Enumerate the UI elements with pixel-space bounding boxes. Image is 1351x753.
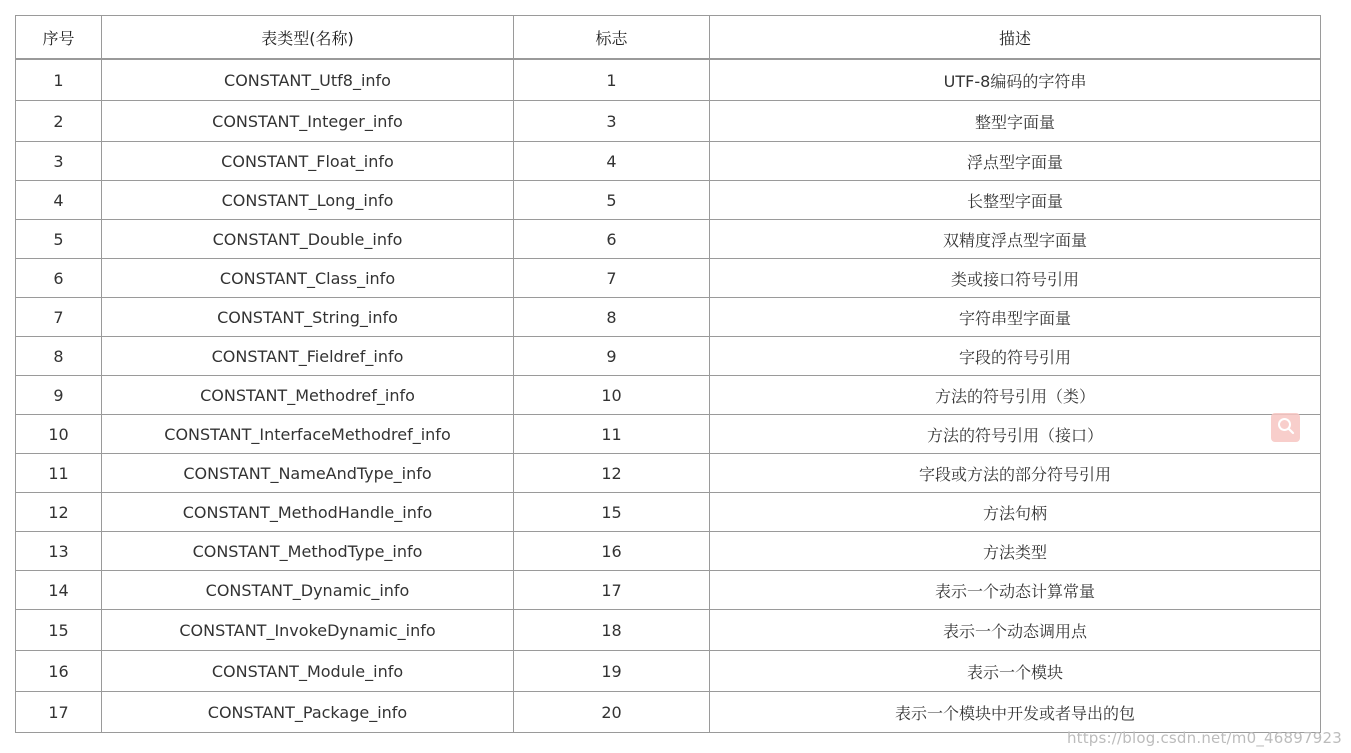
row-type-name: CONSTANT_Utf8_info	[102, 59, 514, 101]
header-index: 序号	[16, 16, 102, 60]
csdn-watermark: https://blog.csdn.net/m0_46897923	[1066, 729, 1342, 747]
row-description: 字段的符号引用	[710, 337, 1321, 376]
row-description: 表示一个模块	[710, 651, 1321, 692]
row-tag: 6	[514, 220, 710, 259]
table-header-row	[16, 16, 1321, 60]
row-type-name: CONSTANT_String_info	[102, 298, 514, 337]
row-description: 浮点型字面量	[710, 142, 1321, 181]
constant-pool-table-container	[15, 15, 1321, 733]
row-description: 表示一个模块中开发或者导出的包	[710, 692, 1321, 733]
row-tag: 15	[514, 493, 710, 532]
row-type-name: CONSTANT_Module_info	[102, 651, 514, 692]
row-index: 8	[16, 337, 102, 376]
constant-pool-table	[15, 15, 1321, 733]
row-description: 双精度浮点型字面量	[710, 220, 1321, 259]
table-row	[16, 532, 1321, 571]
row-type-name: CONSTANT_Dynamic_info	[102, 571, 514, 610]
row-index: 14	[16, 571, 102, 610]
table-row	[16, 181, 1321, 220]
row-tag: 11	[514, 415, 710, 454]
table-row	[16, 610, 1321, 651]
row-index: 16	[16, 651, 102, 692]
row-tag: 18	[514, 610, 710, 651]
header-type-name: 表类型(名称)	[102, 16, 514, 60]
row-description: 表示一个动态计算常量	[710, 571, 1321, 610]
row-type-name: CONSTANT_Integer_info	[102, 101, 514, 142]
table-row	[16, 571, 1321, 610]
row-index: 1	[16, 59, 102, 101]
row-tag: 3	[514, 101, 710, 142]
row-description: 长整型字面量	[710, 181, 1321, 220]
row-type-name: CONSTANT_MethodType_info	[102, 532, 514, 571]
row-index: 12	[16, 493, 102, 532]
row-index: 2	[16, 101, 102, 142]
row-index: 7	[16, 298, 102, 337]
row-description: 表示一个动态调用点	[710, 610, 1321, 651]
row-type-name: CONSTANT_InvokeDynamic_info	[102, 610, 514, 651]
row-tag: 5	[514, 181, 710, 220]
row-description: 方法句柄	[710, 493, 1321, 532]
table-row	[16, 337, 1321, 376]
row-type-name: CONSTANT_Fieldref_info	[102, 337, 514, 376]
row-tag: 7	[514, 259, 710, 298]
row-tag: 12	[514, 454, 710, 493]
row-tag: 9	[514, 337, 710, 376]
row-description: 字符串型字面量	[710, 298, 1321, 337]
table-row	[16, 454, 1321, 493]
row-type-name: CONSTANT_Float_info	[102, 142, 514, 181]
row-type-name: CONSTANT_Double_info	[102, 220, 514, 259]
row-index: 10	[16, 415, 102, 454]
row-type-name: CONSTANT_InterfaceMethodref_info	[102, 415, 514, 454]
row-description: 方法的符号引用（接口）	[710, 415, 1321, 454]
row-index: 5	[16, 220, 102, 259]
table-row	[16, 415, 1321, 454]
row-tag: 16	[514, 532, 710, 571]
row-index: 17	[16, 692, 102, 733]
row-tag: 1	[514, 59, 710, 101]
row-tag: 19	[514, 651, 710, 692]
row-description: 整型字面量	[710, 101, 1321, 142]
row-index: 4	[16, 181, 102, 220]
table-row	[16, 298, 1321, 337]
row-tag: 20	[514, 692, 710, 733]
row-type-name: CONSTANT_Methodref_info	[102, 376, 514, 415]
table-row	[16, 259, 1321, 298]
table-row	[16, 59, 1321, 101]
row-description: 方法类型	[710, 532, 1321, 571]
row-index: 15	[16, 610, 102, 651]
row-description: 方法的符号引用（类）	[710, 376, 1321, 415]
table-row	[16, 493, 1321, 532]
row-type-name: CONSTANT_Class_info	[102, 259, 514, 298]
row-description: UTF-8编码的字符串	[710, 59, 1321, 101]
table-row	[16, 101, 1321, 142]
row-index: 13	[16, 532, 102, 571]
table-row	[16, 220, 1321, 259]
row-tag: 4	[514, 142, 710, 181]
search-icon	[1276, 416, 1296, 440]
row-index: 9	[16, 376, 102, 415]
row-description: 字段或方法的部分符号引用	[710, 454, 1321, 493]
row-tag: 17	[514, 571, 710, 610]
row-type-name: CONSTANT_NameAndType_info	[102, 454, 514, 493]
table-row	[16, 651, 1321, 692]
table-row	[16, 142, 1321, 181]
table-row	[16, 376, 1321, 415]
row-type-name: CONSTANT_MethodHandle_info	[102, 493, 514, 532]
row-index: 3	[16, 142, 102, 181]
row-tag: 10	[514, 376, 710, 415]
row-index: 11	[16, 454, 102, 493]
floating-search-button[interactable]	[1271, 413, 1300, 442]
header-description: 描述	[710, 16, 1321, 60]
row-type-name: CONSTANT_Package_info	[102, 692, 514, 733]
table-row	[16, 692, 1321, 733]
header-tag: 标志	[514, 16, 710, 60]
row-index: 6	[16, 259, 102, 298]
row-type-name: CONSTANT_Long_info	[102, 181, 514, 220]
row-description: 类或接口符号引用	[710, 259, 1321, 298]
row-tag: 8	[514, 298, 710, 337]
